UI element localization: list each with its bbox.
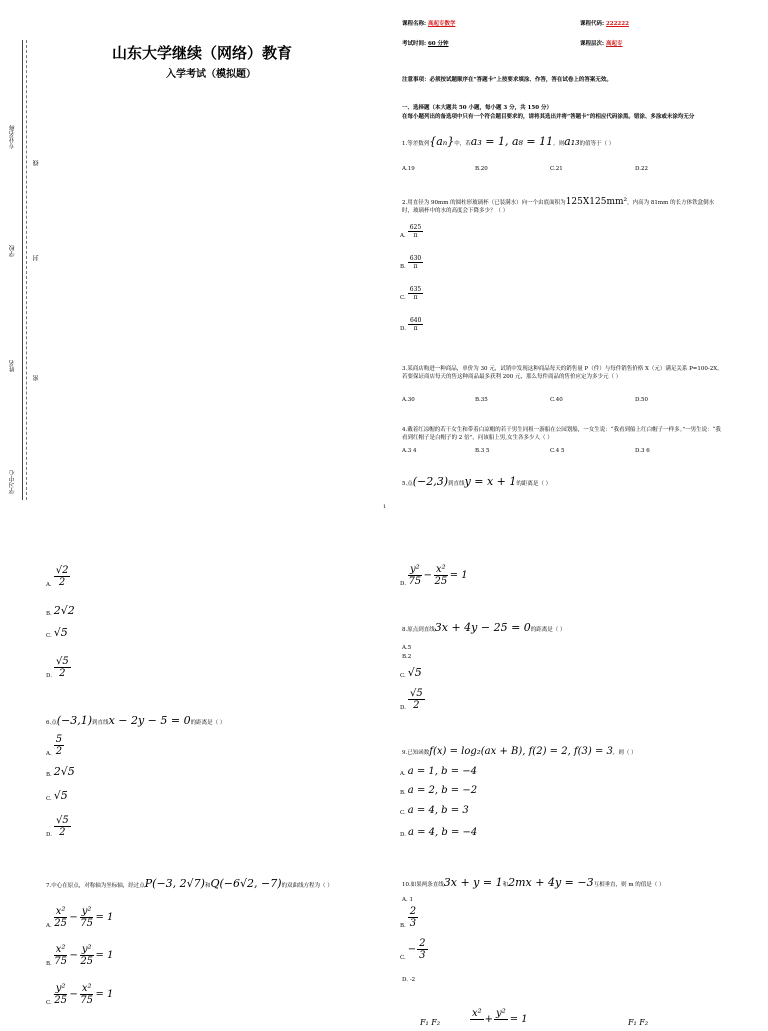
q2-option-c-label: C. [400, 295, 406, 301]
exam-time-label: 考试时间: [402, 41, 427, 47]
q5-option-d-numerator: √5 [55, 656, 69, 667]
q9-option-b [400, 785, 477, 796]
q10-option-b-fraction [408, 906, 418, 929]
side-label-major: 专业名称 [9, 125, 16, 149]
q5-point: (−2,3) [412, 475, 449, 488]
q8-option-d [400, 688, 425, 711]
q2-option-c-numerator: 635 [409, 286, 422, 293]
q8-option-a: A.5 [402, 645, 412, 651]
q5-option-b [46, 604, 75, 617]
q5-option-c [46, 626, 68, 639]
q5-post: 的距离是（ ） [516, 481, 552, 487]
q2-option-b [400, 255, 423, 270]
q7-option-a-term1-num: x² [55, 906, 66, 917]
course-code-label: 课程代码: [580, 21, 605, 27]
q7-option-c-label: C. [46, 1000, 52, 1006]
q8-option-c-label: C. [400, 673, 406, 679]
q7-option-b [46, 944, 113, 967]
q8-post: 的距离是（ ） [530, 627, 566, 633]
q10-option-b [400, 906, 418, 929]
q3-option-d: D.50 [635, 397, 648, 403]
q2-option-d [400, 317, 423, 332]
q9-option-c [400, 805, 469, 816]
footer-term2 [494, 1008, 508, 1031]
q6-option-a-numerator: 5 [55, 734, 63, 745]
q7-option-d-term1 [408, 564, 422, 587]
binding-line [22, 40, 23, 500]
q8-option-b: B.2 [402, 654, 412, 660]
q10-line1: 3x + y = 1 [443, 876, 503, 889]
q5-option-a-numerator: √2 [55, 565, 69, 576]
q6-option-c-label: C. [46, 796, 52, 802]
q10-option-c-fraction [417, 938, 427, 961]
q9-option-d [400, 827, 477, 838]
q2-option-c-fraction [408, 286, 423, 301]
exam-title: 山东大学继续（网络）教育 [112, 44, 293, 62]
q10-option-c-label: C. [400, 955, 406, 961]
q10-post: 互相垂直，则 m 的值是（ ） [593, 882, 665, 888]
q10-pre: 10.如果两条直线 [402, 882, 444, 888]
question-1 [402, 135, 732, 148]
q10-option-b-denominator: 3 [409, 918, 417, 929]
q6-mid: 到直线 [92, 720, 109, 726]
course-code-value: 222222 [605, 21, 629, 27]
q7-option-a-minus: − [69, 912, 78, 923]
footer-foci-right: F₁ F₂ [628, 1018, 649, 1027]
q7-option-b-term2-num: y² [81, 944, 92, 955]
q9-option-b-expr: a = 2, b = −2 [407, 785, 478, 796]
q5-option-a-fraction [54, 565, 71, 588]
q7-option-a-term1 [54, 906, 68, 929]
q7-option-a-rhs: = 1 [95, 912, 114, 923]
side-label-seal: 封 [33, 255, 40, 261]
q10-option-d: D. -2 [402, 977, 416, 983]
q1-option-b: B.20 [475, 166, 488, 172]
q6-option-a-label: A. [46, 751, 52, 757]
footer-term2-num: y² [496, 1008, 506, 1019]
q5-option-a-label: A. [46, 582, 52, 588]
q6-option-c-expr: √5 [53, 789, 68, 802]
q2-option-d-fraction [408, 317, 423, 332]
q2-text2: ，内高为 81mm 的长方体铁盒倒水时，玻璃杯中的水的高度会下降多少？（ ） [402, 200, 715, 214]
question-2 [402, 198, 724, 215]
course-name-value: 高起专数学 [427, 21, 456, 27]
q8-line: 3x + 4y − 25 = 0 [434, 621, 531, 634]
q5-option-d-fraction [54, 656, 71, 679]
q1-target: a₁₃ [564, 135, 580, 148]
course-level-row [580, 40, 622, 48]
q6-option-d-numerator: √5 [55, 815, 69, 826]
q7-option-c-term2-den: 75 [80, 995, 94, 1006]
q3-option-a: A.30 [402, 397, 415, 403]
q2-option-b-numerator: 630 [409, 255, 422, 262]
question-9 [402, 748, 637, 757]
q7-option-a-term1-den: 25 [54, 918, 67, 929]
q6-option-a [46, 734, 64, 757]
q2-option-b-label: B. [400, 264, 406, 270]
q7-option-a-term2 [80, 906, 94, 929]
q2-option-b-fraction [408, 255, 423, 270]
q7-point-p: P(−3, 2√7) [144, 877, 205, 890]
q7-point-q: Q(−6√2, −7) [210, 877, 282, 890]
q5-option-a [46, 565, 70, 588]
q2-option-a-label: A. [400, 233, 406, 239]
q9-pre: 9.已知函数 [402, 750, 430, 756]
q7-option-d-rhs: = 1 [449, 570, 468, 581]
q7-option-c-minus: − [69, 989, 78, 1000]
q9-option-c-label: C. [400, 810, 406, 816]
q5-option-c-expr: √5 [53, 626, 68, 639]
q5-option-d-denominator: 2 [59, 668, 66, 679]
q6-option-b-label: B. [46, 772, 52, 778]
q4-option-b: B.3 5 [475, 448, 490, 454]
question-5 [402, 475, 552, 488]
q10-option-c-denominator: 3 [419, 950, 426, 961]
q6-post: 的距离是（ ） [190, 720, 226, 726]
q3-option-c: C.40 [550, 397, 563, 403]
q6-option-b [46, 765, 75, 778]
q5-pre: 5.点 [402, 481, 413, 487]
q7-option-c-term1-den: 25 [54, 995, 67, 1006]
q2-option-d-numerator: 640 [409, 317, 422, 324]
q9-option-d-expr: a = 4, b = −4 [407, 827, 478, 838]
q6-option-a-fraction [54, 734, 64, 757]
q10-option-a: A. 1 [402, 897, 413, 903]
q2-option-a-denominator: π [413, 232, 418, 239]
question-8 [402, 621, 566, 634]
q6-option-d-label: D. [46, 832, 52, 838]
q7-option-b-term1-den: 75 [54, 956, 67, 967]
q6-option-d-fraction [54, 815, 71, 838]
q7-option-c [46, 983, 113, 1006]
q6-option-c [46, 789, 68, 802]
q6-line: x − 2y − 5 = 0 [108, 714, 191, 727]
section-instructions: 在每小题列出的备选项中只有一个符合题目要求的，请将其选出并将“答题卡”的相应代码涂黑。错涂、多涂或未涂均无分 [402, 114, 695, 120]
q7-option-b-label: B. [46, 961, 52, 967]
q2-text1: 2.用直径为 90mm 的圆柱形玻璃杯（已装满水）向一个由底面积为 [402, 200, 566, 206]
question-3: 3.某商店购进一种商品，单价为 30 元，试销中发现这种商品每天的销售量 P（件）与每件销售价格 X（元）满足关系 P=100-2X。若要保证商店每天的售这种商品最多获利 200 元，那么每件商品的售价应定为多少元（ ） [402, 366, 723, 380]
q1-condition: a₃ = 1, a₈ = 11 [470, 135, 554, 148]
q1-mid2: ，则 [553, 141, 565, 147]
q7-option-d [400, 564, 468, 587]
side-label-school: 学校 [9, 245, 16, 257]
q10-option-b-numerator: 2 [409, 906, 417, 917]
q7-post: 的双曲线方程为（ ） [281, 883, 333, 889]
q7-and: 和 [204, 883, 211, 889]
q2-option-c-denominator: π [413, 294, 418, 301]
q10-option-b-label: B. [400, 923, 406, 929]
q5-option-d [46, 656, 71, 679]
page-number: 1 [383, 504, 387, 510]
binding-dashed-line [26, 40, 27, 500]
q8-option-d-fraction [408, 688, 425, 711]
side-label-name: 姓名 [9, 360, 16, 372]
q7-option-b-term2-den: 25 [80, 956, 94, 967]
exam-subtitle: 入学考试（模拟题） [166, 69, 256, 80]
q2-option-a [400, 224, 423, 239]
q1-mid: 中，若 [454, 141, 471, 147]
q7-pre: 7.中心在原点，对称轴为坐标轴，经过点 [46, 883, 145, 889]
q5-option-c-label: C. [46, 633, 52, 639]
side-label-secret: 密 [33, 375, 40, 381]
q4-option-d: D.3 6 [635, 448, 650, 454]
exam-time-value: 60 分钟 [427, 41, 449, 47]
question-10 [402, 876, 665, 889]
q9-option-b-label: B. [400, 790, 406, 796]
q1-post: 的值等于（ ） [579, 141, 615, 147]
q10-option-c-numerator: 2 [419, 938, 426, 949]
q7-option-c-term2 [80, 983, 94, 1006]
course-name-row [402, 20, 455, 28]
q9-option-a [400, 766, 477, 777]
exam-notice: 注意事项：必须按试题顺序在“答题卡”上按要求填涂、作答，答在试卷上的答案无效。 [402, 77, 612, 83]
q1-option-d: D.22 [635, 166, 648, 172]
q6-point: (−3,1) [56, 714, 93, 727]
q1-option-a: A.19 [402, 166, 415, 172]
q7-option-c-term1-num: y² [55, 983, 66, 994]
q7-option-d-term1-den: 75 [408, 576, 422, 587]
question-7 [46, 877, 333, 890]
side-label-center: 学习中心 [9, 470, 16, 494]
q2-option-a-numerator: 625 [409, 224, 422, 231]
q10-and: 和 [502, 882, 509, 888]
q1-sequence: {aₙ} [429, 135, 455, 148]
q6-pre: 6.点 [46, 720, 57, 726]
question-6 [46, 714, 226, 727]
q10-line2: 2mx + 4y = −3 [508, 876, 594, 889]
q7-option-b-rhs: = 1 [95, 950, 114, 961]
course-level-label: 课程层次: [580, 41, 605, 47]
footer-plus: + [484, 1014, 494, 1025]
q5-option-b-label: B. [46, 611, 52, 617]
q2-option-d-denominator: π [413, 325, 418, 332]
q5-option-b-expr: 2√2 [53, 604, 75, 617]
q6-option-d-denominator: 2 [59, 827, 66, 838]
q2-option-d-label: D. [400, 326, 406, 332]
q7-option-d-term2-num: x² [436, 564, 446, 575]
q2-area: 125X125mm² [565, 197, 628, 207]
q7-option-b-term1-num: x² [55, 944, 66, 955]
q7-option-d-term2-den: 25 [434, 576, 448, 587]
footer-term2-den [499, 1020, 502, 1031]
q7-option-b-minus: − [69, 950, 78, 961]
q4-option-a: A.3 4 [402, 448, 417, 454]
q2-option-b-denominator: π [413, 263, 418, 270]
q6-option-a-denominator: 2 [55, 746, 63, 757]
footer-foci-left: F₁ F₂ [420, 1018, 441, 1027]
q7-option-c-rhs: = 1 [95, 989, 114, 1000]
q8-option-c [400, 666, 422, 679]
q6-option-b-expr: 2√5 [53, 765, 75, 778]
footer-rhs: = 1 [509, 1014, 528, 1025]
q9-function: f(x) = log₂(ax + B), f(2) = 2, f(3) = 3 [429, 746, 613, 757]
q5-line: y = x + 1 [464, 475, 517, 488]
q8-pre: 8.原点到直线 [402, 627, 435, 633]
q1-option-c: C.21 [550, 166, 563, 172]
q9-option-a-expr: a = 1, b = −4 [407, 766, 478, 777]
q10-option-c [400, 938, 428, 961]
course-code-row [580, 20, 629, 28]
q7-option-a-term2-num: y² [81, 906, 92, 917]
footer-term1-num: x² [472, 1008, 482, 1019]
q7-option-b-term1 [54, 944, 68, 967]
q2-option-c [400, 286, 423, 301]
q9-option-a-label: A. [400, 771, 406, 777]
exam-time-row [402, 40, 449, 48]
q7-option-d-label: D. [400, 581, 406, 587]
q5-option-a-denominator: 2 [58, 577, 66, 588]
q9-option-c-expr: a = 4, b = 3 [407, 805, 469, 816]
q7-option-d-minus: − [423, 570, 433, 581]
q7-option-c-term2-num: x² [81, 983, 92, 994]
q8-option-d-label: D. [400, 705, 406, 711]
course-name-label: 课程名称: [402, 21, 427, 27]
q7-option-d-term2 [434, 564, 448, 587]
q4-option-c: C.4 5 [550, 448, 565, 454]
q7-option-d-term1-num: y² [409, 564, 420, 575]
course-level-value: 高起专 [605, 41, 623, 47]
q7-option-a [46, 906, 113, 929]
q7-option-a-label: A. [46, 923, 52, 929]
q7-option-a-term2-den: 75 [80, 918, 93, 929]
question-4: 4.戴着红凉帽的若干女生和带着白凉帽的若干男生同租一游船在公园划船，一女生说：“我看到船上红白帽子一样多。”一男生说：“我看到红帽子是白帽子的 2 倍”，问该船上男,女生各多少人（ ） [402, 427, 721, 441]
q6-option-d [46, 815, 71, 838]
q7-option-c-term1 [54, 983, 68, 1006]
q3-option-b: B.35 [475, 397, 488, 403]
q7-option-b-term2 [80, 944, 94, 967]
section-title: 一、选择题（本大题共 50 小题，每小题 3 分，共 150 分） [402, 105, 552, 111]
q8-option-d-numerator: √5 [409, 688, 423, 699]
q10-option-c-sign: − [407, 944, 417, 955]
side-label-line: 线 [33, 160, 40, 166]
q5-mid: 到直线 [448, 481, 465, 487]
footer-term1 [470, 1008, 484, 1031]
footer-term1-den [475, 1020, 478, 1031]
q2-option-a-fraction [408, 224, 423, 239]
q9-post: ，则（ ） [612, 750, 637, 756]
q9-option-d-label: D. [400, 832, 406, 838]
q8-option-c-expr: √5 [407, 666, 422, 679]
q8-option-d-denominator: 2 [413, 700, 420, 711]
q1-pre: 1.等差数列 [402, 141, 430, 147]
q5-option-d-label: D. [46, 673, 52, 679]
footer-ellipse-fragment [470, 1008, 528, 1031]
